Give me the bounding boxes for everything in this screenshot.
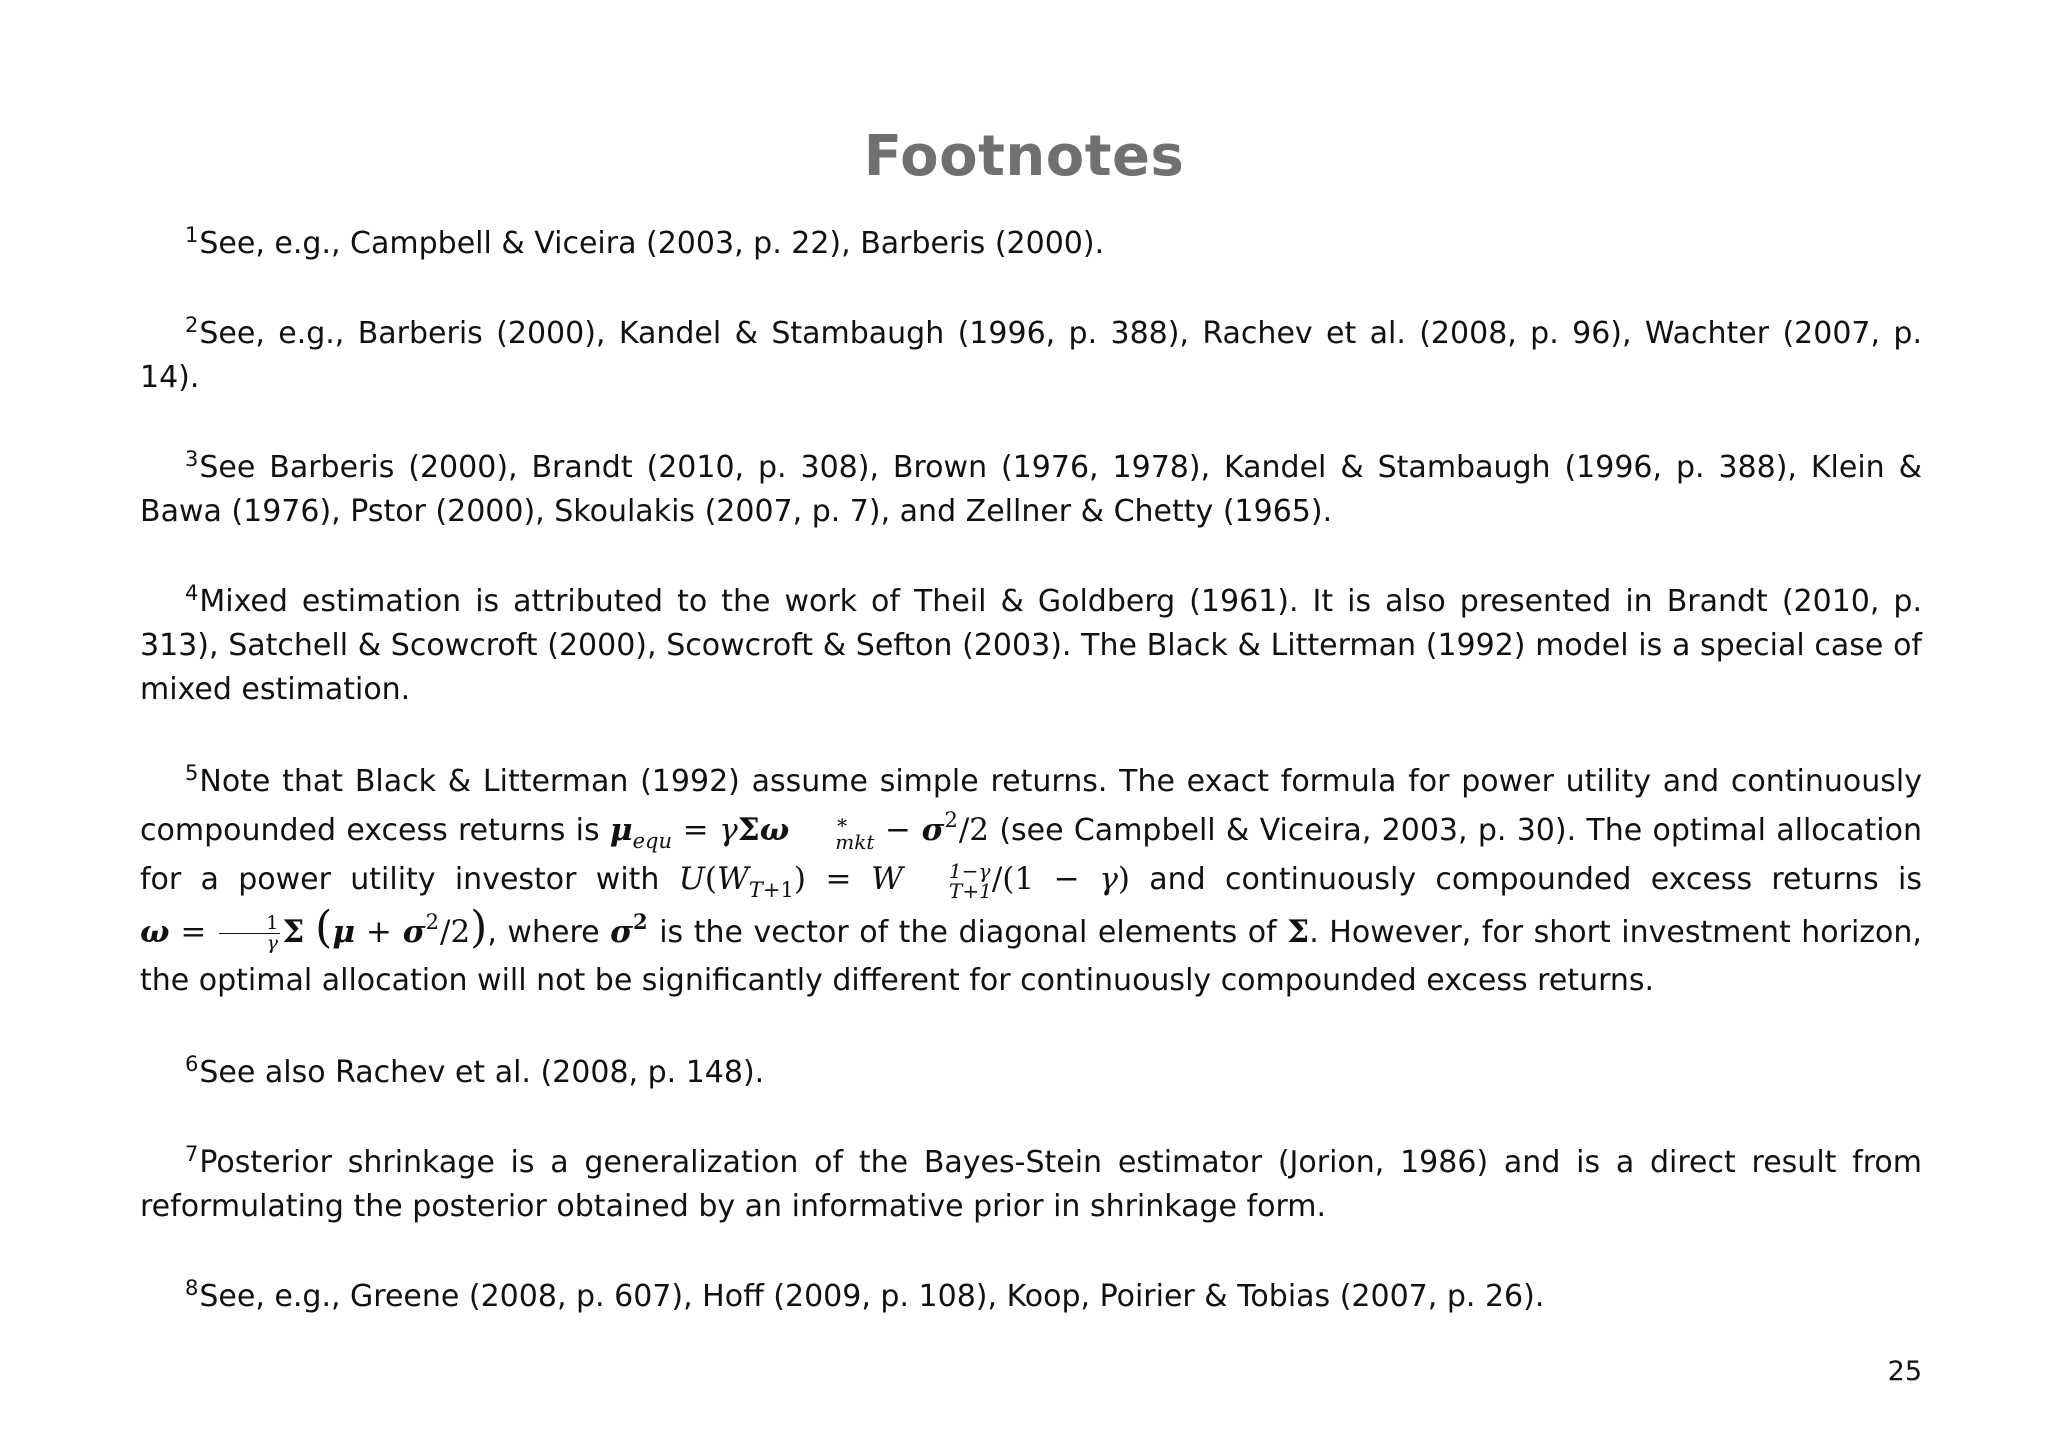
footnote-5	[140, 758, 1922, 1005]
footnote-marker: 2	[185, 313, 199, 337]
footnote-text: See also Rachev et al. (2008, p. 148).	[199, 1055, 765, 1090]
formula-sigma: Σ	[1287, 914, 1310, 950]
footnote-marker: 6	[185, 1052, 199, 1076]
formula-omega: ω = $\frac{1}{\gamma}$ Σ $(\mu + \sigma^2/2)$	[140, 902, 488, 954]
footnotes-list	[140, 222, 1922, 1365]
formula-sigma-squared: $\sigma^2$	[610, 909, 648, 950]
footnote-7	[140, 1141, 1922, 1229]
page-title: Footnotes	[863, 124, 1185, 189]
footnote-text: See Barberis (2000), Brandt (2010, p. 308), Brown (1976, 1978), Kandel & Stambaugh (1996, p. 388), Klein & Bawa (1976), Pstor (2000), Skoulakis (2007, p. 7), and Zellner & Chetty (1965).	[140, 450, 1922, 529]
footnote-text: is the vector of the diagonal elements of	[659, 915, 1277, 950]
footnote-marker: 8	[185, 1276, 199, 1300]
formula-mu-equ: $\mu_{equ} = \gamma\Sigma\omega$ ∗ mkt − $\sigma^2/2$	[609, 808, 990, 854]
footnote-text: Mixed estimation is attributed to the work of Theil & Goldberg (1961). It is also presented in Brandt (2010, p. 313), Satchell & Scowcroft (2000), Scowcroft & Sefton (2003). The Black & Litterman (1992) model is a special case of mixed estimation.	[140, 584, 1922, 707]
page-number: 25	[1887, 1356, 1922, 1387]
footnote-text: and continuously compounded excess returns is	[1149, 862, 1922, 897]
footnote-marker: 3	[185, 447, 199, 471]
footnote-text: See, e.g., Campbell & Viceira (2003, p. 22), Barberis (2000).	[199, 226, 1105, 261]
formula-utility: $U(W_{T+1}) = W$ 1−γ T+1 /(1 − γ)	[678, 858, 1130, 903]
footnote-text: (see Campbell & Viceira, 2003, p. 30). The optimal allocation for a power utility investor with	[140, 813, 1922, 897]
footnote-text: . However, for short investment horizon, the optimal allocation will not be significantly different for continuously compounded excess returns.	[140, 915, 1922, 998]
footnote-text: See, e.g., Greene (2008, p. 607), Hoff (2009, p. 108), Koop, Poirier & Tobias (2007, p. 26).	[199, 1279, 1545, 1314]
footnote-1	[140, 222, 1922, 266]
footnote-text: Note that Black & Litterman (1992) assume simple returns. The exact formula for power utility and continuously compounded excess returns is	[140, 764, 1922, 848]
footnote-marker: 7	[185, 1142, 199, 1166]
footnote-3	[140, 446, 1922, 534]
footnote-marker: 1	[185, 223, 199, 247]
footnote-6	[140, 1051, 1922, 1095]
footnote-8	[140, 1275, 1922, 1319]
footnote-2	[140, 312, 1922, 400]
footnote-text: , where	[487, 915, 600, 950]
footnote-text: See, e.g., Barberis (2000), Kandel & Stambaugh (1996, p. 388), Rachev et al. (2008, p. 96), Wachter (2007, p. 14).	[140, 316, 1922, 395]
footnote-text: Posterior shrinkage is a generalization of the Bayes-Stein estimator (Jorion, 1986) and is a direct result from reformulating the posterior obtained by an informative prior in shrinkage form.	[140, 1145, 1922, 1224]
footnote-marker: 4	[185, 581, 199, 605]
footnote-4	[140, 580, 1922, 712]
footnote-marker: 5	[185, 761, 199, 785]
